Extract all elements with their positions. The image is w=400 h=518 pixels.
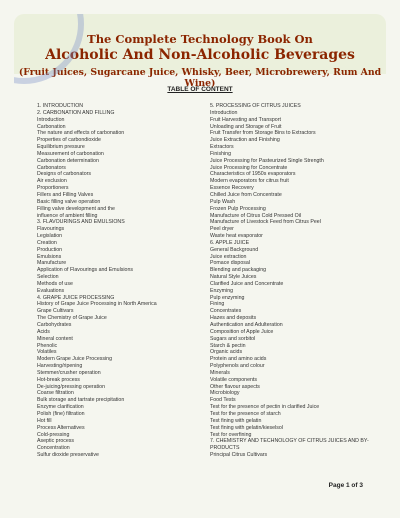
toc-entry: Juice Processing for Concentrate [210,164,288,171]
toc-entry: Legislation [37,233,63,240]
toc-entry: Enzyming [210,287,234,294]
toc-entry: Test for the presence of pectin in clarified Juice [210,404,320,411]
toc-entry: Harvesting/ripening [37,363,83,370]
toc-entry: Blending and packaging [210,267,267,274]
toc-entry: History of Grape Juice Processing in North America [37,301,157,308]
toc-entry: Natural Style Juices [210,274,257,281]
toc-entry: Protein and amino acids [210,356,267,363]
toc-entry: Filling valve development and the [37,205,115,212]
toc-entry: Authentication and Adulteration [210,322,283,328]
toc-entry: Concentrates [210,308,242,315]
toc-entry: Hot-break process [37,376,80,383]
toc-entry: Unloading and Storage of Fruit [210,123,282,130]
toc-entry: De-juicing/pressing operation [37,383,105,390]
toc-entry: The Chemistry of Grape Juice [37,315,107,322]
toc-entry: Carbonation determination [37,157,99,164]
toc-heading: TABLE OF CONTENT [167,86,233,93]
toc-entry: Proportioners [37,185,69,192]
toc-left-column [37,103,205,459]
toc-entry: Minerals [210,369,230,376]
toc-entry: Manufacture of Livestock Feed from Citrus Peel [210,219,321,226]
toc-entry: Juice extraction [210,253,247,260]
toc-entry: Polyphenols and colour [210,363,265,370]
toc-entry: Air exclusion [37,178,67,185]
book-title-line-2: Alcoholic And Non-Alcoholic Beverages [45,47,355,63]
toc-entry: Starch & pectin [210,342,246,349]
toc-entry: 3. FLAVOURINGS AND EMULSIONS [37,219,125,226]
toc-entry: Fruit Transfer from Storage Bins to Extractors [210,130,316,137]
toc-entry: Carbohydrates [37,322,72,328]
toc-entry: Manufacture of Citrus Cold Pressed Oil [210,212,302,219]
toc-entry: Test fining with gelatin [210,417,262,424]
toc-entry: Food Tests [210,397,236,404]
toc-entry: Introduction [37,116,65,123]
toc-entry: Pulp Wash [210,198,236,205]
toc-entry: Application of Flavourings and Emulsions [37,267,134,274]
toc-entry: Equilibrium pressure [37,144,85,151]
toc-entry: Fruit Harvesting and Transport [210,116,281,123]
toc-entry: Introduction [210,109,238,116]
book-subtitle: (Fruit Juices, Sugarcane Juice, Whisky, Beer, Microbrewery, Rum And Wine) [18,67,382,89]
toc-entry: Hazes and deposits [210,315,257,322]
toc-entry: Clarified Juice and Concentrate [210,280,284,287]
toc-entry: Evaluations [37,287,65,294]
toc-entry: Concentration [37,445,70,452]
toc-entry: Properties of carbondioxide [37,137,101,144]
toc-entry: Sulfur dioxide preservative [37,452,99,459]
toc-entry: Frozen Pulp Processing [210,205,266,212]
toc-entry: Fillers and Filling Valves [37,191,94,198]
toc-entry: Designs of carbonators [37,171,91,178]
toc-entry: Juice Processing for Pasteurized Single Strength [210,157,324,164]
decorative-swoosh [14,14,84,84]
toc-entry: Chilled Juice from Concentrate [210,191,282,198]
toc-entry: Volatiles [37,349,57,356]
toc-entry: The nature and effects of carbonation [37,130,125,137]
toc-entry: Sugars and sorbitol [210,335,256,342]
toc-entry: Creation [37,239,57,246]
toc-entry: Polish (fine) filtration [37,410,85,417]
toc-entry: Test for overfining [210,431,252,438]
toc-entry: Modern evaporators for citrus fruit [210,178,289,185]
toc-entry: Grape Cultivars [37,308,74,315]
toc-entry: Pulp enzyming [210,294,245,301]
toc-entry: Production [37,246,63,253]
toc-entry: Cold-pressing [37,431,70,438]
toc-entry: 5. PROCESSING OF CITRUS JUICES [210,103,301,109]
toc-entry: Fining [210,301,225,308]
toc-entry: Microbiology [210,390,240,397]
toc-entry: Organic acids [210,349,243,356]
toc-entry: Hot fill [37,417,52,424]
toc-entry: Principal Citrus Cultivars [210,452,268,459]
toc-entry: Characteristics of 1950s evaporators [210,171,296,178]
toc-entry: Flavourings [37,226,65,233]
toc-entry: Manufacture [37,260,67,267]
toc-entry: Basic filling valve operation [37,198,101,205]
toc-entry: Mineral content [37,335,73,342]
toc-entry: Composition of Apple Juice [210,328,274,335]
toc-entry: Carbonators [37,164,66,171]
toc-entry: Other flavour aspects [210,383,260,390]
toc-entry: General Background [210,246,259,253]
toc-entry: Volatile components [210,376,257,383]
toc-entry: Test fining with gelatin/kieselsol [210,424,283,431]
toc-entry: Extractors [210,144,234,151]
toc-entry: Emulsions [37,253,62,260]
toc-entry: Phenolic [37,342,58,349]
toc-entry: 4. GRAPE JUICE PROCESSING [37,294,115,301]
toc-entry: Waste heat evaporator [210,233,263,240]
toc-entry: Measurement of carbonation [37,150,104,157]
toc-entry: Enzyme clarification [37,404,84,411]
toc-right-column [210,103,390,459]
toc-entry: Juice Extraction and Finishing [210,137,280,144]
toc-entry: Aseptic process [37,438,75,445]
toc-entry: Process Alternatives [37,424,85,431]
toc-entry: Stemmer/crusher operation [37,369,101,376]
toc-entry: Coarse filtration [37,390,74,397]
page-number: Page 1 of 3 [328,482,363,489]
toc-entry: 2. CARBONATION AND FILLING [37,109,115,116]
toc-entry: Pomace disposal [210,260,250,267]
toc-entry: Selection [37,274,59,281]
toc-entry: Carbonation [37,123,66,130]
toc-entry: influence of ambient filling [37,212,98,219]
toc-entry: 7. CHEMISTRY AND TECHNOLOGY OF CITRUS JUICES AND BY-PRODUCTS [210,438,369,452]
toc-entry: Bulk storage and tartrate precipitation [37,397,125,404]
toc-entry: Test for the presence of starch [210,410,281,417]
toc-entry: 1. INTRODUCTION [37,103,84,109]
toc-entry: Acids [37,328,50,335]
toc-entry: Peel dryer [210,226,234,233]
toc-entry: Finishing [210,150,232,157]
toc-entry: Essence Recovery [210,185,254,192]
toc-entry: Methods of use [37,280,73,287]
toc-entry: 6. APPLE JUICE [210,239,250,246]
toc-entry: Modern Grape Juice Processing [37,356,112,363]
book-title-line-1: The Complete Technology Book On [87,32,313,46]
